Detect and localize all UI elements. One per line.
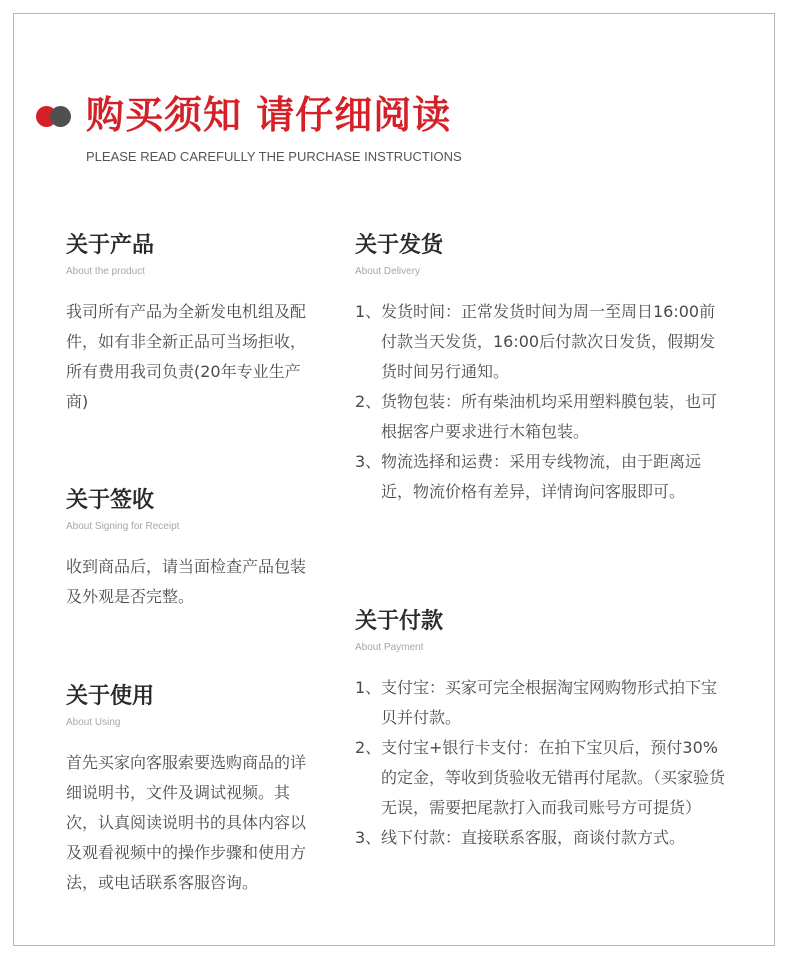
list-item-number: 2、	[355, 738, 382, 757]
payment-list	[355, 673, 727, 853]
title-decoration-dots	[36, 106, 76, 128]
list-item	[355, 447, 727, 507]
section-title: 关于发货	[355, 233, 444, 258]
section-text: 首先买家向客服索要选购商品的详细说明书，文件及调试视频。其次，认真阅读说明书的具体内容以及观看视频中的操作步骤和使用方法，或电话联系客服咨询。	[66, 753, 307, 892]
page-title: 购买须知 请仔细阅读	[86, 93, 452, 137]
list-item	[355, 673, 727, 733]
section-body	[66, 552, 306, 612]
list-item-number: 1、	[355, 302, 382, 321]
section-subtitle: About the product	[66, 266, 145, 277]
section-usage	[66, 682, 306, 898]
section-subtitle: About Using	[66, 717, 121, 728]
list-item	[355, 733, 727, 823]
list-item-text: 支付宝：买家可完全根据淘宝网购物形式拍下宝贝并付款。	[381, 678, 718, 727]
list-item-text: 货物包装：所有柴油机均采用塑料膜包装，也可根据客户要求进行木箱包装。	[381, 392, 718, 441]
section-payment	[355, 607, 727, 853]
list-item-text: 线下付款：直接联系客服，商谈付款方式。	[381, 828, 686, 847]
section-subtitle: About Signing for Receipt	[66, 521, 180, 532]
section-title: 关于签收	[66, 488, 155, 513]
section-subtitle: About Delivery	[355, 266, 421, 277]
section-text: 收到商品后，请当面检查产品包装及外观是否完整。	[66, 557, 307, 606]
list-item-number: 1、	[355, 678, 382, 697]
grey-dot-icon	[50, 106, 71, 127]
delivery-list	[355, 297, 727, 507]
section-subtitle: About Payment	[355, 642, 424, 653]
list-item-number: 3、	[355, 828, 382, 847]
section-text: 我司所有产品为全新发电机组及配件，如有非全新正品可当场拒收，所有费用我司负责(20年专业生产商)	[66, 302, 307, 411]
section-delivery	[355, 231, 727, 507]
section-signing	[66, 486, 306, 612]
list-item-text: 支付宝+银行卡支付：在拍下宝贝后，预付30%的定金，等收到货验收无错再付尾款。（买家验货无误，需要把尾款打入而我司账号方可提货）	[381, 738, 726, 817]
section-body	[66, 297, 306, 417]
page-subtitle: PLEASE READ CAREFULLY THE PURCHASE INSTRUCTIONS	[86, 149, 462, 164]
list-item	[355, 387, 727, 447]
section-title: 关于付款	[355, 609, 444, 634]
section-body	[66, 748, 306, 898]
list-item-text: 物流选择和运费：采用专线物流，由于距离远近，物流价格有差异，详情询问客服即可。	[381, 452, 702, 501]
list-item-number: 2、	[355, 392, 382, 411]
section-title: 关于使用	[66, 684, 155, 709]
list-item-text: 发货时间：正常发货时间为周一至周日16:00前付款当天发货，16:00后付款次日发货，假期发货时间另行通知。	[381, 302, 716, 381]
section-product	[66, 231, 306, 417]
list-item	[355, 297, 727, 387]
list-item	[355, 823, 727, 853]
list-item-number: 3、	[355, 452, 382, 471]
section-title: 关于产品	[66, 233, 155, 258]
